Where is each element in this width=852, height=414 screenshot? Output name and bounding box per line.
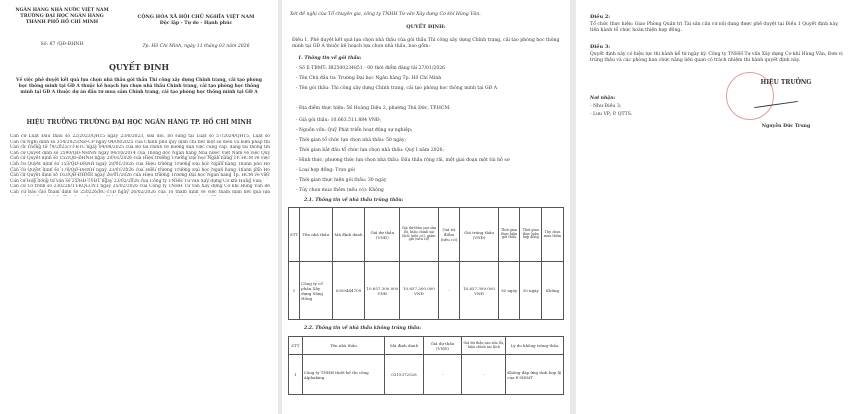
col-reason: Lý do không trúng thầu [506, 337, 564, 355]
legal-basis-text: Căn cứ Luật Đấu thầu số 22/2023/QH15 ngày 23/6/2023, sửa đổi, bổ sung tại Luật số 57/2024/QH15, Luật số Căn cứ Nghị định số 214/2025/NĐ-CP ngày 04/08/2025 của Chính phủ quy định chi tiết một số điều và biện pháp thi Căn cứ Thông tư 79/2025/TT-BTC ngày 04/08/2025 của Bộ tài chính về hướng dẫn việc cung cấp, đăng tải thông tin Căn cứ Quyết định số 2590/QĐ-NHNN ngày 04/10/2014 của Thống đốc Ngân hàng Nhà nước Việt Nam về việc Quy Căn cứ Quyết định số 152/QĐ-ĐHNH ngày 20/01/2026 của Hiệu trưởng Trường Đại học Ngân hàng TP. HCM về việc Căn cứ Quyết định số 153/QĐ-ĐHNH ngày 20/01/2026 của Hiệu trưởng Trường Đại học Ngân hàng Thành phố Hồ Căn cứ Quyết định số 178/QĐ-ĐHNH ngày 23/01/2026 của Hiệu trưởng Trường Đại học Ngân hàng Thành phố Hồ Căn cứ Quyết định số 163/QĐ-ĐHNH ngày 26/01/2026 của Hiệu trưởng Trường Đại học Ngân hàng Tp. HCM về việc Căn cứ Hợp đồng tư vấn số 25/HĐ-TVĐT ngày 23/02/2026 của Công ty TNHH Tư vấn Xây dựng Cơ khí Hùng Văn; Căn cứ Tờ trình số 230226/TT-KQLCNT ngày 25/02/2026 của Công ty TNHH Tư vấn Xây dựng Cơ khí Hùng Văn đề Căn cứ Báo cáo thẩm định số 250226/BC-TTĐ ngày 26/02/2026 của Tổ thẩm định về việc thẩm định kết quả lựa [10, 134, 270, 195]
page-title: QUYẾT ĐỊNH [108, 62, 170, 72]
cell-contract-duration: 30 ngày [520, 262, 542, 320]
official-seal [726, 72, 774, 120]
decision-subject: Về việc phê duyệt kết quả lựa chọn nhà thầu gói thầu Thi công xây dựng Chỉnh trang, cải tạo phòng học thông minh tại GĐ A thuộc kế hoạch lựa chọn nhà thầu Chỉnh trang, cải tạo phòng học thông minh tại GĐ A thuộc dự án đầu tư mua sắm Chỉnh trang, cải tạo phòng học thông minh tại GĐ A [16, 78, 262, 95]
item-method: - Hình thức, phương thức lựa chọn nhà thầu: Đấu thầu rộng rãi, một giai đoạn một túi hồ sơ [296, 158, 510, 163]
org-line-1: NGÂN HÀNG NHÀ NƯỚC VIỆT NAM [15, 8, 109, 13]
col-winning-price: Giá trúng thầu (VNĐ) [460, 208, 498, 262]
cell-options: Không [542, 262, 564, 320]
col-bid-price: Giá dự thầu (VNĐ) [423, 337, 462, 355]
cell-id: 0315372528 [385, 355, 424, 395]
document-page-1 [0, 0, 278, 414]
document-number: Số: 87 /QĐ-ĐHNH [40, 42, 84, 47]
table-header-row [289, 208, 564, 262]
col-options: Tùy chọn mua thêm [542, 208, 564, 262]
cell-score: - [438, 262, 460, 320]
cell-stt: 1 [289, 262, 300, 320]
recipient-2: - Lưu VP; P. QTTS. [590, 112, 633, 117]
col-adjusted-price: Giá dự thầu sau sửa lỗi, hiệu chỉnh sai lệch (nếu có), giảm giá (nếu có) [400, 208, 438, 262]
article-1: Điều 1. Phê duyệt kết quả lựa chọn nhà thầu của gói thầu Thi công xây dựng Chỉnh trang, cải tạo phòng học thông minh tại GĐ A thuộc kế hoạch lựa chọn nhà thầu, bao gồm: [292, 38, 560, 49]
article-2-text: Tổ chức thực hiện: Giao Phòng Quản trị Tài sản căn cứ nội dung được phê duyệt tại Điều 1 Quyết định này, tiến hành tổ chức hoàn thiện hợp đồng. [590, 22, 839, 34]
cell-bid-price: - [423, 355, 462, 395]
cell-adjusted-price: - [462, 355, 506, 395]
cell-package-duration: 30 ngày [498, 262, 520, 320]
intro-text: Xét đề nghị của Tổ chuyên gia, công ty TNHH Tư vấn Xây dựng Cơ khí Hùng Văn. [290, 12, 481, 17]
col-stt: STT [289, 208, 300, 262]
item-start-time: - Thời gian bắt đầu tổ chức lựa chọn nhà thầu: Quý I năm 2026; [296, 148, 444, 153]
cell-bidder-name: Công ty cổ phần Xây dựng Sông Hồng [300, 262, 332, 320]
item-duration: - Thời gian thực hiện gói thầu: 30 ngày [296, 178, 387, 183]
item-package-price: - Giá gói thầu: 10.663.511.884 VNĐ; [296, 118, 382, 123]
section-2-2-heading: 2.2. Thông tin về nhà thầu không trúng thầu: [304, 326, 422, 331]
col-stt: STT [289, 337, 303, 355]
item-package-name: - Tên gói thầu: Thi công xây dựng Chỉnh trang, cải tạo phòng học thông minh tại GĐ A [296, 86, 498, 91]
signer-title: HIỆU TRƯỞNG [760, 79, 812, 86]
cell-adjusted-price: 10.657.300.000 VNĐ [400, 262, 438, 320]
col-package-duration: Thời gian thực hiện gói thầu [498, 208, 520, 262]
col-id: Mã định danh [332, 208, 365, 262]
col-score: Giá trị điểm (nếu có) [438, 208, 460, 262]
decides-heading: QUYẾT ĐỊNH: [406, 24, 446, 30]
col-adjusted-price: Giá dự thầu sau sửa lỗi, hiệu chỉnh sai lệch [462, 337, 506, 355]
date-line: Tp. Hồ Chí Minh, ngày 11 tháng 03 năm 2026 [142, 44, 250, 49]
item-investor: - Tên Chủ đầu tư: Trường Đại học Ngân hàng Tp. Hồ Chí Minh [296, 76, 442, 81]
losing-bidder-table [288, 336, 564, 395]
section-2-1-heading: 2.1. Thông tin về nhà thầu trúng thầu: [304, 198, 404, 203]
item-funding: - Nguồn vốn: Quỹ Phát triển hoạt động sự nghiệp; [296, 128, 413, 133]
recipient-1: - Như Điều 3; [590, 104, 622, 109]
nation-line-1: CỘNG HÒA XÃ HỘI CHỦ NGHĨA VIỆT NAM [137, 14, 255, 20]
col-contract-duration: Thời gian thực hiện hợp đồng [520, 208, 542, 262]
document-page-2 [282, 0, 570, 414]
article-3-text: Quyết định này có hiệu lực thi hành kể từ ngày ký. Công ty TNHH Tư vấn Xây dựng Cơ khí Hùng Văn, Đơn vị trúng thầu và các phòng ban chức năng liên quan có trách nhiệm thi hành quyết định này. [590, 52, 843, 64]
cell-stt: 1 [289, 355, 303, 395]
recipients-label: Nơi nhận: [590, 96, 616, 101]
col-id: Mã định danh [385, 337, 424, 355]
col-bid-price: Giá dự thầu (VNĐ) [365, 208, 400, 262]
table-header-row [289, 337, 564, 355]
cell-bid-price: 10.657.300.000 VNĐ [365, 262, 400, 320]
col-bidder-name: Tên nhà thầu [302, 337, 385, 355]
article-3-title: Điều 3: [590, 44, 611, 50]
cell-id: 0309444709 [332, 262, 365, 320]
table-row [289, 262, 564, 320]
col-bidder-name: Tên nhà thầu [300, 208, 332, 262]
item-options: - Tùy chọn mua thêm (nếu có): Không [296, 188, 384, 193]
item-contract-type: - Loại hợp đồng: Trọn gói [296, 168, 355, 173]
cell-winning-price: 10.657.300.000 VNĐ [460, 262, 498, 320]
item-selection-time: - Thời gian tổ chức lựa chọn nhà thầu: 50 ngày; [296, 138, 407, 143]
section-1-heading: 1. Thông tin về gói thầu: [298, 56, 362, 61]
cell-bidder-name: Công ty TNHH thiết kế thi công Alphaking [302, 355, 385, 395]
signer-name: Nguyễn Đức Trung [761, 124, 811, 129]
cell-reason: Không đáp ứng tính hợp lệ của E-HSMT [506, 355, 564, 395]
table-row [289, 355, 564, 395]
article-2-title: Điều 2: [590, 14, 611, 20]
nation-line-2: Độc lập - Tự do - Hạnh phúc [159, 21, 233, 26]
document-page-3 [576, 0, 852, 414]
org-line-3: THÀNH PHỐ HỒ CHÍ MINH [25, 20, 99, 25]
org-line-2: TRƯỜNG ĐẠI HỌC NGÂN HÀNG [20, 14, 104, 19]
winning-bidder-table [288, 207, 564, 320]
item-location: - Địa điểm thực hiện: 56 Hoàng Diệu 2, phường Thủ Đức, TP.HCM. [296, 106, 451, 111]
item-etbmt: - Số E-TBMT: IB2500234851 - 00 thời điểm đăng tải 27/01/2026 [296, 66, 446, 71]
issuer-heading: HIỆU TRƯỞNG TRƯỜNG ĐẠI HỌC NGÂN HÀNG TP. HỒ CHÍ MINH [26, 119, 252, 126]
